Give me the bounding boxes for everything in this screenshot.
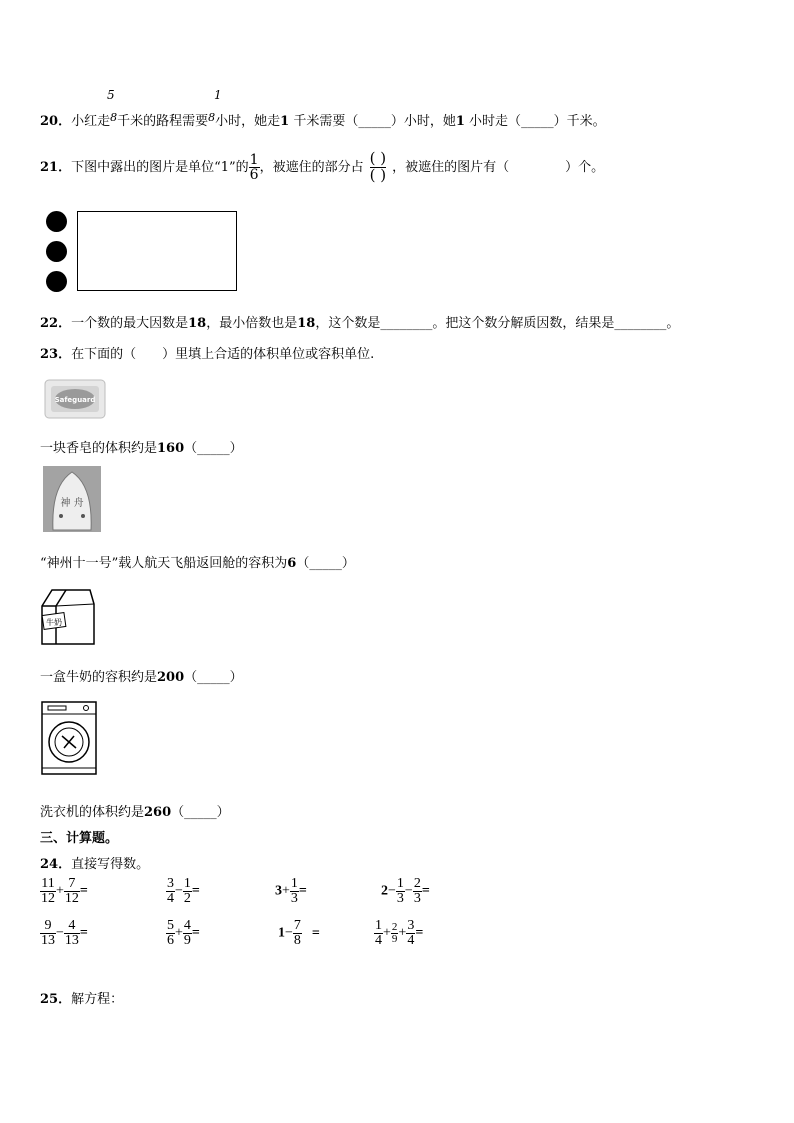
q23-item-blank[interactable]: （_____）	[184, 441, 243, 456]
q23-item-label: 一块香皂的体积约是	[40, 441, 158, 456]
calc-item: 3+ $\frac{1}{3}$ =	[275, 876, 307, 906]
calc-item: $\frac{5}{6}$ + $\frac{4}{9}$ =	[167, 918, 200, 948]
q23-item-blank[interactable]: （_____）	[184, 670, 243, 685]
q22-text-2: ，最小倍数也是	[206, 316, 298, 331]
q23-item-label: “神州十一号”载人航天飞船返回舱的容积为	[40, 556, 288, 571]
q20-frac1-num: 5	[107, 88, 115, 102]
q23-item-value: 200	[157, 670, 185, 685]
washing-machine-image	[40, 700, 98, 776]
question-23	[40, 343, 374, 362]
section-3-title: 三、计算题。	[40, 831, 119, 846]
capsule-text: 神 舟	[60, 498, 84, 509]
soap-logo-text: Safeguard	[54, 396, 96, 404]
cover-rectangle	[77, 211, 237, 291]
question-24	[40, 853, 149, 872]
q23-item-washer	[40, 801, 230, 820]
q21-fraction: $\frac{1}{6}$	[249, 152, 259, 183]
q22-text-4: 。把这个数分解质因数，结果是	[432, 316, 615, 331]
q20-line	[40, 110, 606, 129]
q21-text-4: ）个。	[565, 160, 605, 175]
q23-item-capsule	[40, 552, 355, 571]
q22-blank-2[interactable]: ________	[614, 316, 667, 331]
q23-intro: 在下面的（ ）里填上合适的体积单位或容积单位.	[71, 347, 375, 362]
q20-frac2-den: 8	[208, 111, 216, 124]
q21-number: 21．	[40, 160, 72, 175]
q24-number: 24．	[40, 857, 72, 872]
milk-carton-image	[38, 586, 98, 648]
q20-text-4: 千米需要（	[293, 114, 359, 129]
q23-item-soap	[40, 437, 243, 456]
q20-text-6: 小时走（	[469, 114, 522, 129]
q23-item-value: 260	[144, 805, 172, 820]
question-21	[40, 146, 604, 190]
question-22	[40, 312, 679, 331]
q22-text-1: 一个数的最大因数是	[71, 316, 189, 331]
q22-text-3: ，这个数是	[315, 316, 381, 331]
q23-item-value: 160	[157, 441, 185, 456]
q20-frac1-den: 8	[110, 111, 118, 124]
q22-value-2: 18	[297, 316, 316, 331]
question-25	[40, 988, 123, 1007]
q24-title: 直接写得数。	[71, 857, 150, 872]
capsule-image	[43, 466, 101, 532]
milk-carton-text: 牛奶	[46, 618, 62, 627]
calc-item: 1− $\frac{7}{8}$ =	[278, 918, 320, 948]
visible-dot-1	[46, 211, 67, 232]
q20-text-2: 千米的路程需要	[117, 114, 209, 129]
q22-value-1: 18	[188, 316, 207, 331]
q20-number: 20．	[40, 114, 72, 129]
q23-item-label: 一盒牛奶的容积约是	[40, 670, 158, 685]
calc-item: $\frac{3}{4}$ − $\frac{1}{2}$ =	[167, 876, 200, 906]
calc-item: $\frac{9}{13}$ − $\frac{4}{13}$ =	[41, 918, 88, 948]
calc-item: $\frac{11}{12}$ + $\frac{7}{12}$ =	[41, 876, 88, 906]
visible-dot-2	[46, 241, 67, 262]
q20-text-7: ）千米。	[553, 114, 606, 129]
calc-item: $\frac{1}{4}$ + $\frac{2}{9}$ + $\frac{3}{4}$ =	[375, 918, 424, 948]
q23-item-value: 6	[287, 556, 297, 571]
q22-number: 22．	[40, 316, 72, 331]
q20-text-1: 小红走	[71, 114, 111, 129]
q20-text-3: 小时，她走	[215, 114, 281, 129]
q20-blank-2[interactable]: _____	[521, 114, 554, 129]
q23-item-label: 洗衣机的体积约是	[40, 805, 145, 820]
q22-text-5: 。	[666, 316, 680, 331]
visible-dot-3	[46, 271, 67, 292]
calc-item: 2− $\frac{1}{3}$ − $\frac{2}{3}$ =	[381, 876, 430, 906]
q25-number: 25．	[40, 992, 72, 1007]
q21-answer-fraction[interactable]: $\frac{( )}{( )}$	[369, 149, 387, 184]
q23-item-blank[interactable]: （_____）	[171, 805, 230, 820]
q20-blank-1[interactable]: _____	[358, 114, 391, 129]
q23-number: 23．	[40, 347, 72, 362]
q21-text-1: 下图中露出的图片是单位“1”的	[71, 160, 249, 175]
q23-item-blank[interactable]: （_____）	[296, 556, 355, 571]
soap-image	[43, 374, 107, 422]
q25-title: 解方程：	[71, 992, 124, 1007]
q21-text-3: ，被遮住的图片有（	[392, 160, 510, 175]
q20-text-5: ）小时，她	[390, 114, 456, 129]
q21-text-2: ，被遮住的部分占	[259, 160, 364, 175]
q22-blank-1[interactable]: ________	[380, 316, 433, 331]
q20-text-5b: 1	[455, 114, 465, 129]
q23-item-milk	[40, 666, 243, 685]
q20-text-3b: 1	[280, 114, 290, 129]
q20-frac2-num: 1	[214, 88, 222, 102]
